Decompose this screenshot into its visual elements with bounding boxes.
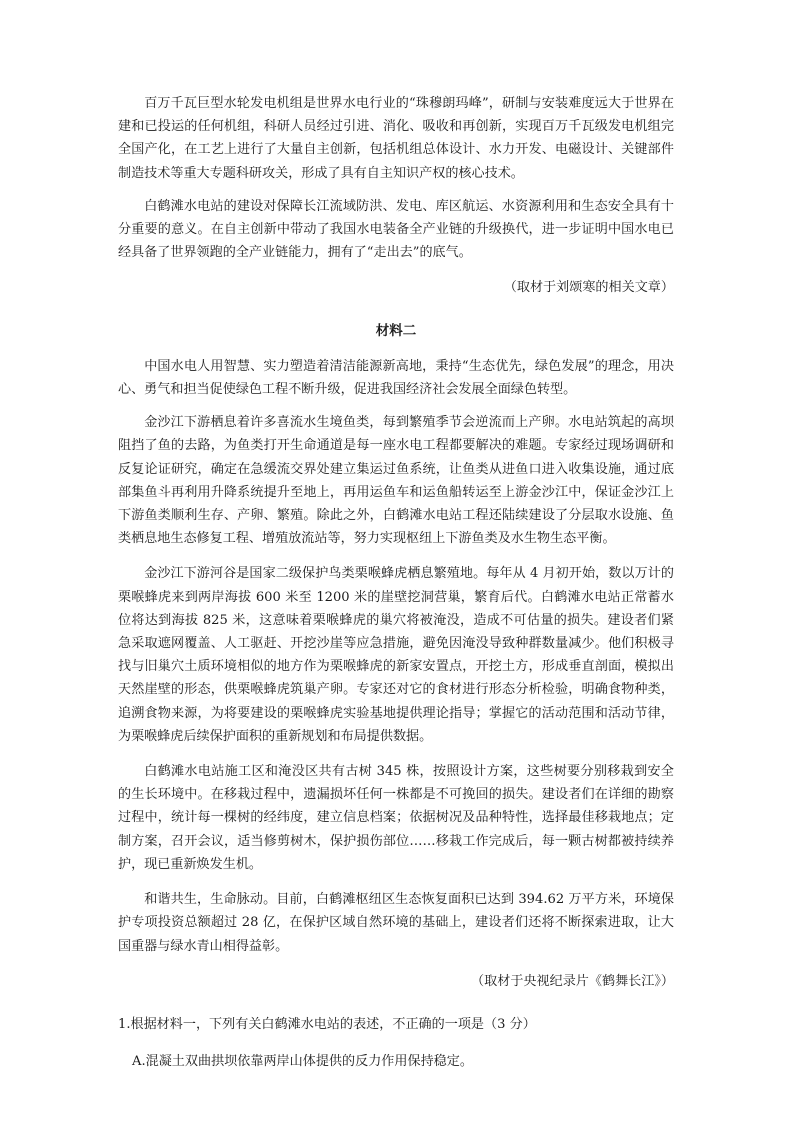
paragraph: 金沙江下游栖息着许多喜流水生境鱼类，每到繁殖季节会逆流而上产卵。水电站筑起的高坝阻挡了鱼的去路，为鱼类打开生命通道是每一座水电工程都要解决的难题。专家经过现场调研和反复论证研究，确定在急缓流交界处建立集运过鱼系统，让鱼类从进鱼口进入收集设施，通过底部集鱼斗再利用升降系统提升至地上，再用运鱼车和运鱼船转运至上游金沙江中，保证金沙江上下游鱼类顺利生存、产卵、繁殖。除此之外，白鹤滩水电站工程还陆续建设了分层取水设施、鱼类栖息地生态修复工程、增殖放流站等，努力实现枢纽上下游鱼类及水生物生态平衡。 <box>118 415 674 547</box>
section-heading: 材料二 <box>375 322 417 339</box>
paragraph: 和谐共生，生命脉动。目前，白鹤滩枢纽区生态恢复面积已达到 394.62 万平方米，环境保护专项投资总额超过 28 亿，在保护区域自然环境的基础上，建设者们还将不断探索进取，让大国重器与绿水青山相得益彰。 <box>118 892 674 954</box>
paragraph: 中国水电人用智慧、实力塑造着清洁能源新高地，秉持“生态优先，绿色发展”的理念，用决心、勇气和担当促使绿色工程不断升级，促进我国经济社会发展全面绿色转型。 <box>118 358 674 398</box>
paragraph: 金沙江下游河谷是国家二级保护鸟类栗喉蜂虎栖息繁殖地。每年从 4 月初开始，数以万计的栗喉蜂虎来到两岸海拔 600 米至 1200 米的崖壁挖洞营巢，繁育后代。白鹤滩水电站正常蓄水位将达到海拔 825 米，这意味着栗喉蜂虎的巢穴将被淹没，造成不可估量的损失。建设者们紧急采取遮网覆盖、人工驱赶、开挖沙崖等应急措施，避免因淹没导致种群数量减少。他们积极寻找与旧巢穴土质环境相似的地方作为栗喉蜂虎的新家安置点，开挖土方，形成垂直剖面，模拟出天然崖壁的形态，供栗喉蜂虎筑巢产卵。专家还对它的食材进行形态分析检验，明确食物种类，追溯食物来源，为将要建设的栗喉蜂虎实验基地提供理论指导；掌握它的活动范围和活动节律，为栗喉蜂虎后续保护面积的重新规划和布局提供数据。 <box>118 566 674 744</box>
paragraph: 百万千瓦巨型水轮发电机组是世界水电行业的“珠穆朗玛峰”，研制与安装难度远大于世界在建和已投运的任何机组，科研人员经过引进、消化、吸收和再创新，实现百万千瓦级发电机组完全国产化，在工艺上进行了大量自主创新，包括机组总体设计、水力开发、电磁设计、关键部件制造技术等重大专题科研攻关，形成了具有自主知识产权的核心技术。 <box>118 96 674 181</box>
source-citation: （取材于刘颂寒的相关文章） <box>503 280 674 296</box>
source-citation: （取材于央视纪录片《鹤舞长江》） <box>471 973 674 989</box>
paragraph: 白鹤滩水电站的建设对保障长江流域防洪、发电、库区航运、水资源利用和生态安全具有十分重要的意义。在自主创新中带动了我国水电装备全产业链的升级换代，进一步证明中国水电已经具备了世界领跑的全产业链能力，拥有了“走出去”的底气。 <box>118 198 674 261</box>
document-page <box>118 92 674 1073</box>
question-stem: 1.根据材料一，下列有关白鹤滩水电站的表述，不正确的一项是（3 分） <box>118 1016 536 1032</box>
answer-option-a: A.混凝土双曲拱坝依靠两岸山体提供的反力作用保持稳定。 <box>132 1054 473 1070</box>
paragraph: 白鹤滩水电站施工区和淹没区共有古树 345 株，按照设计方案，这些树要分别移栽到安全的生长环境中。在移栽过程中，遗漏损坏任何一株都是不可挽回的损失。建设者们在详细的勘察过程中，统计每一棵树的经纬度，建立信息档案；依据树况及品种特性，选择最佳移栽地点；定制方案，召开会议，适当修剪树木，保护损伤部位……移栽工作完成后，每一颗古树都被持续养护，现已重新焕发生机。 <box>118 764 674 872</box>
